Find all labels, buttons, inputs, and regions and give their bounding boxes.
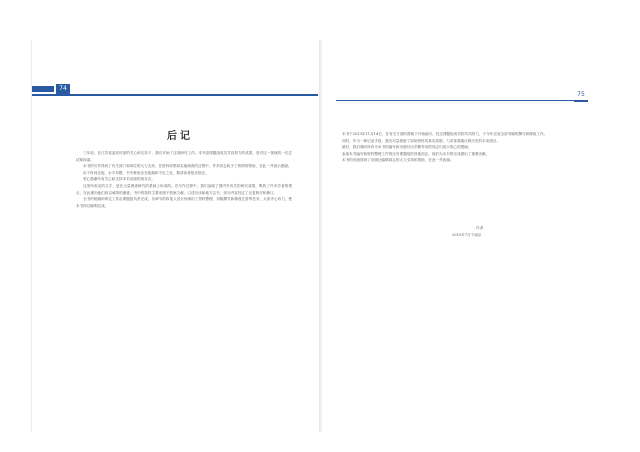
signature-date: 2015年7月于南京	[452, 233, 482, 237]
paragraph: 三年前，在江苏省委宣传部的关心和支持下，我们开始了这项研究工作。本书是课题组成员共同努力的成果，是对这一领域的一次尝试和探索。	[76, 151, 292, 162]
paragraph: 同时，作为一种记录手段，我们尽量保留了原始资料的真实面貌，力求客观地反映历史的本来面目。	[342, 138, 501, 143]
left-header-bar	[32, 86, 54, 92]
signature: 作者	[476, 226, 484, 230]
right-page-number: 75	[574, 90, 588, 102]
paragraph: 由于时间仓促，水平有限，书中难免存在疏漏和不足之处，敬请读者批评指正。	[83, 170, 209, 175]
paragraph: 本书于2013年11月14日，在有关方面的帮助下开始编写，经过课题组成员的共同努力，于今年完成全部书稿的撰写和修改工作。	[342, 132, 548, 136]
paragraph: 衷心感谢所有关心和支持本书出版的朋友们。	[83, 177, 155, 182]
chapter-title: 后记	[167, 131, 193, 142]
left-header-rule	[32, 94, 318, 96]
right-body-text	[335, 131, 589, 164]
paragraph: 这里所收录的文字，是在大量调查研究的基础上形成的。在写作过程中，我们参阅了国内外有关的研究成果，吸收了许多学者的观点，在此谨向他们致以诚挚的谢意。书中的资料主要来源于档案文献、口述访谈和地方志书，部分内容经过了反复核对和修订。	[76, 183, 292, 195]
paragraph: 最后，我们谨向所有为本书的编写和出版付出辛勤劳动的同志们表示衷心的感谢。	[342, 145, 472, 150]
left-body-text	[76, 150, 292, 209]
left-page-number: 74	[56, 84, 70, 94]
paragraph: 全书的统稿和审定工作由课题组负责完成。各章节的执笔人员分别承担了资料整理、初稿撰写和修改完善等任务，大家齐心协力，使本书得以顺利完成。	[76, 197, 292, 208]
right-header-rule	[336, 100, 588, 101]
paragraph: 本书的写作得到了有关部门和单位的大力支持，在资料收集和实地调查的过程中，许多同志给予了热情的帮助，在此一并表示感谢。	[83, 164, 292, 169]
paragraph: 参加本书编写和资料整理工作的还有课题组的其他同志，他们为本书的完成做出了重要贡献。	[342, 151, 490, 156]
paragraph: 本书的出版得到了出版社编辑同志的大力支持和帮助，在此一并致谢。	[342, 158, 454, 163]
left-page	[32, 40, 320, 432]
